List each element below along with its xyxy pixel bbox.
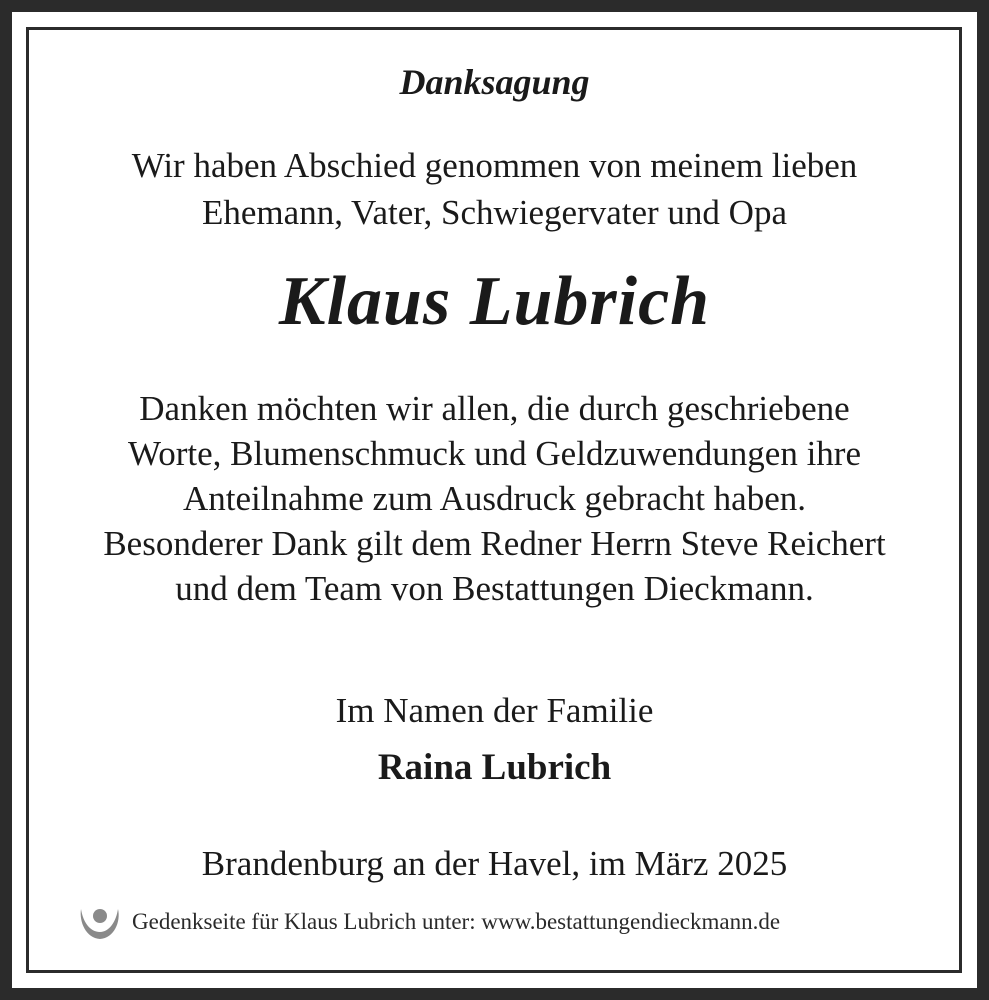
thanks-line: Anteilnahme zum Ausdruck gebracht haben. bbox=[183, 479, 806, 518]
family-name: Raina Lubrich bbox=[377, 747, 612, 788]
deceased-name: Klaus Lubrich bbox=[278, 263, 711, 340]
special-thanks-text bbox=[0, 521, 989, 611]
thanks-line: Danken möchten wir allen, die durch geschriebene bbox=[139, 389, 850, 428]
special-thanks-line: Besonderer Dank gilt dem Redner Herrn Steve Reichert bbox=[103, 524, 886, 563]
place-date: Brandenburg an der Havel, im März 2025 bbox=[201, 844, 788, 883]
family-label: Im Namen der Familie bbox=[335, 691, 654, 730]
memorial-page-text: Gedenkseite für Klaus Lubrich unter: www.bestattungendieckmann.de bbox=[132, 909, 781, 934]
memorial-footer bbox=[76, 900, 780, 944]
intro-text bbox=[0, 142, 989, 236]
notice-heading: Danksagung bbox=[399, 62, 590, 102]
special-thanks-line: und dem Team von Bestattungen Dieckmann. bbox=[175, 569, 814, 608]
thanks-text bbox=[0, 386, 989, 521]
intro-line: Ehemann, Vater, Schwiegervater und Opa bbox=[202, 193, 787, 232]
memorial-logo-icon bbox=[76, 900, 122, 944]
intro-line: Wir haben Abschied genommen von meinem lieben bbox=[131, 146, 858, 185]
thanks-line: Worte, Blumenschmuck und Geldzuwendungen ihre bbox=[128, 434, 861, 473]
